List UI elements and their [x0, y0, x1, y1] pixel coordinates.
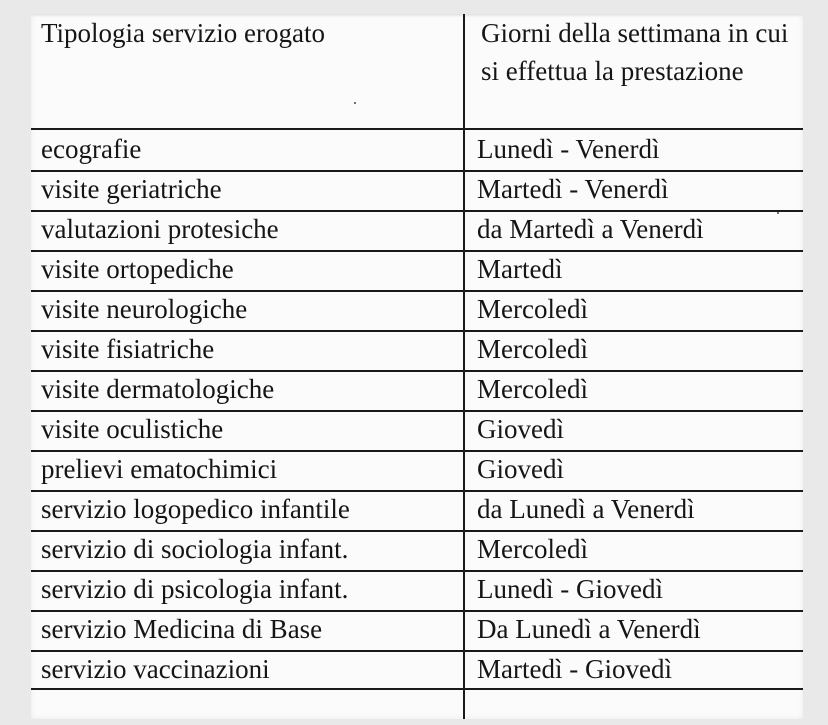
row-rule	[31, 450, 803, 452]
days-cell: Mercoledì	[477, 534, 588, 564]
days-cell: Giovedì	[477, 454, 564, 484]
service-cell: visite geriatriche	[41, 174, 222, 204]
service-cell: visite ortopediche	[41, 254, 234, 284]
days-cell: Giovedì	[477, 414, 564, 444]
scan-speck	[777, 212, 779, 214]
days-cell: Lunedì - Venerdì	[477, 134, 660, 164]
service-cell: visite dermatologiche	[41, 374, 275, 404]
row-rule	[31, 370, 803, 372]
service-cell: ecografie	[41, 134, 142, 164]
days-cell: da Martedì a Venerdì	[477, 214, 704, 244]
days-cell: Martedì - Giovedì	[477, 654, 672, 684]
row-rule	[31, 170, 803, 172]
row-rule	[31, 530, 803, 532]
service-cell: valutazioni protesiche	[41, 214, 279, 244]
row-rule	[31, 410, 803, 412]
row-rule	[31, 250, 803, 252]
header-weekdays: Giorni della settimana in cui si effettua la prestazione	[481, 18, 789, 86]
service-cell: servizio di sociologia infant.	[41, 534, 349, 564]
service-cell: visite oculistiche	[41, 414, 224, 444]
column-divider	[463, 14, 465, 719]
row-rule	[31, 490, 803, 492]
days-cell: Da Lunedì a Venerdì	[477, 614, 701, 644]
service-cell: visite neurologiche	[41, 294, 248, 324]
row-rule	[31, 650, 803, 652]
service-cell: servizio logopedico infantile	[41, 494, 350, 524]
row-rule	[31, 570, 803, 572]
service-cell: servizio vaccinazioni	[41, 654, 270, 684]
days-cell: da Lunedì a Venerdì	[477, 494, 695, 524]
header-service-type: Tipologia servizio erogato	[41, 18, 325, 48]
service-cell: visite fisiatriche	[41, 334, 215, 364]
days-cell: Lunedì - Giovedì	[477, 574, 663, 604]
row-rule	[31, 330, 803, 332]
days-cell: Martedì	[477, 254, 563, 284]
service-cell: prelievi ematochimici	[41, 454, 278, 484]
days-cell: Mercoledì	[477, 294, 588, 324]
row-rule	[31, 290, 803, 292]
header-rule	[31, 128, 803, 130]
row-rule	[31, 210, 803, 212]
scan-speck	[354, 102, 356, 104]
days-cell: Mercoledì	[477, 334, 588, 364]
bottom-rule	[31, 688, 803, 690]
document-page	[31, 14, 803, 719]
service-cell: servizio di psicologia infant.	[41, 574, 349, 604]
days-cell: Martedì - Venerdì	[477, 174, 669, 204]
service-cell: servizio Medicina di Base	[41, 614, 323, 644]
days-cell: Mercoledì	[477, 374, 588, 404]
row-rule	[31, 610, 803, 612]
